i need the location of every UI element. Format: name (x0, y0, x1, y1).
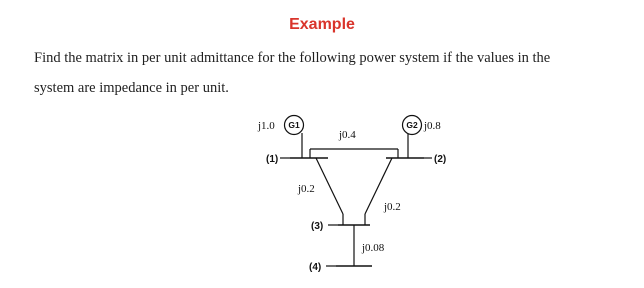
bus-1-label: (1) (266, 154, 279, 165)
impedance-line-1-3-label: j0.2 (298, 183, 315, 195)
impedance-line-3-4-label: j0.08 (362, 242, 385, 254)
impedance-g1-label: j1.0 (258, 120, 275, 132)
impedance-g2-label: j0.8 (424, 120, 441, 132)
example-heading: Example (289, 16, 355, 33)
bus-3-label: (3) (311, 221, 324, 232)
bus-2-label: (2) (434, 154, 447, 165)
impedance-line-2-3-label: j0.2 (384, 201, 401, 213)
bus-4-label: (4) (309, 262, 322, 273)
problem-statement-line-2: system are impedance in per unit. (34, 80, 229, 96)
generator-g2-label: G2 (406, 120, 418, 130)
problem-statement-line-1: Find the matrix in per unit admittance for the following power system if the values in the (34, 50, 551, 66)
impedance-line-1-2-label: j0.4 (339, 129, 356, 141)
line-1-3 (316, 158, 343, 214)
generator-g1-label: G1 (288, 120, 300, 130)
